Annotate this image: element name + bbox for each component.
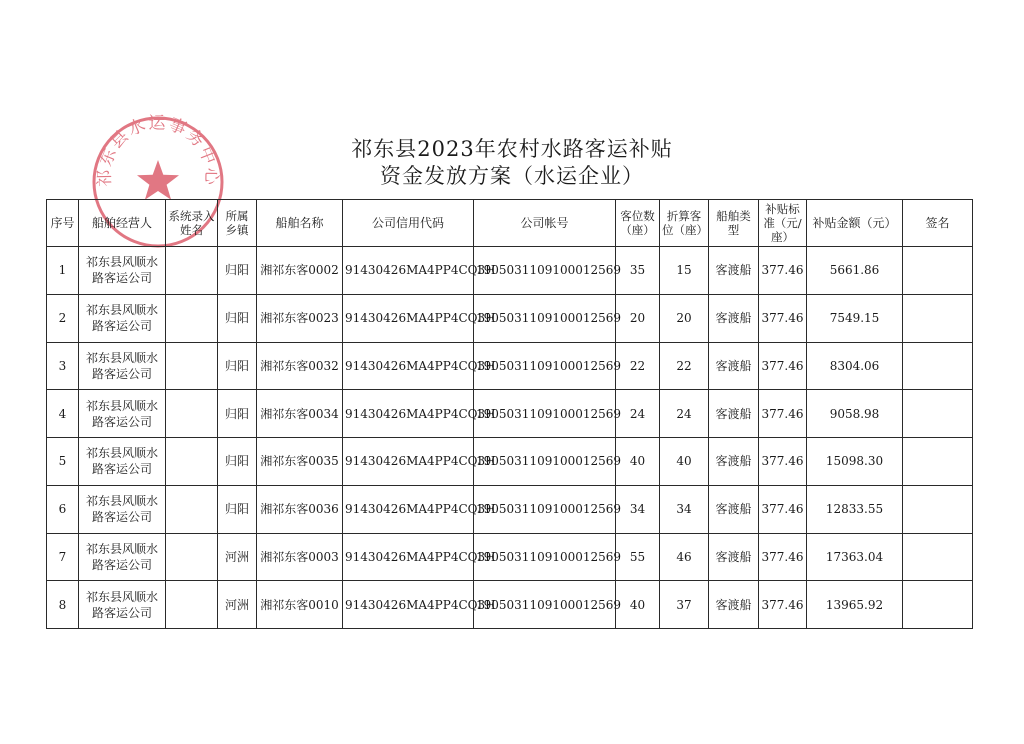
town-cell: 归阳: [218, 485, 257, 533]
system-name-cell: [166, 294, 218, 342]
equivalent-seats-cell: 37: [660, 581, 709, 629]
credit-code-cell: 91430426MA4PP4CQ3H: [343, 485, 474, 533]
ship-type-cell: 客渡船: [709, 247, 759, 295]
account-cell: 1905031109100012569: [474, 485, 616, 533]
table-body: [47, 247, 973, 629]
system-name-cell: [166, 342, 218, 390]
ship-name-cell: 湘祁东客0032: [257, 342, 343, 390]
row-number-cell: 1: [47, 247, 79, 295]
row-number-cell: 4: [47, 390, 79, 438]
operator-cell: 祁东县风顺水路客运公司: [79, 390, 166, 438]
subsidy-amount-cell: 12833.55: [807, 485, 903, 533]
subsidy-table: [46, 199, 973, 629]
header-cell: 客位数（座）: [616, 200, 660, 247]
credit-code-cell: 91430426MA4PP4CQ3H: [343, 390, 474, 438]
credit-code-cell: 91430426MA4PP4CQ3H: [343, 342, 474, 390]
operator-cell: 祁东县风顺水路客运公司: [79, 342, 166, 390]
account-cell: 1905031109100012569: [474, 247, 616, 295]
signature-cell: [903, 581, 973, 629]
subsidy-amount-cell: 13965.92: [807, 581, 903, 629]
seats-cell: 40: [616, 438, 660, 486]
operator-cell: 祁东县风顺水路客运公司: [79, 438, 166, 486]
ship-name-cell: 湘祁东客0010: [257, 581, 343, 629]
ship-name-cell: 湘祁东客0036: [257, 485, 343, 533]
subsidy-rate-cell: 377.46: [759, 342, 807, 390]
account-cell: 1905031109100012569: [474, 342, 616, 390]
signature-cell: [903, 438, 973, 486]
header-cell: 补贴金额（元）: [807, 200, 903, 247]
operator-cell: 祁东县风顺水路客运公司: [79, 533, 166, 581]
table-row: [47, 342, 973, 390]
account-cell: 1905031109100012569: [474, 533, 616, 581]
signature-cell: [903, 247, 973, 295]
table-row: [47, 581, 973, 629]
table-header-row: [47, 200, 973, 247]
ship-name-cell: 湘祁东客0035: [257, 438, 343, 486]
header-cell: 序号: [47, 200, 79, 247]
town-cell: 归阳: [218, 247, 257, 295]
ship-type-cell: 客渡船: [709, 390, 759, 438]
header-cell: 公司帐号: [474, 200, 616, 247]
operator-cell: 祁东县风顺水路客运公司: [79, 485, 166, 533]
operator-cell: 祁东县风顺水路客运公司: [79, 581, 166, 629]
signature-cell: [903, 294, 973, 342]
town-cell: 归阳: [218, 294, 257, 342]
equivalent-seats-cell: 15: [660, 247, 709, 295]
account-cell: 1905031109100012569: [474, 294, 616, 342]
equivalent-seats-cell: 20: [660, 294, 709, 342]
system-name-cell: [166, 533, 218, 581]
ship-name-cell: 湘祁东客0023: [257, 294, 343, 342]
equivalent-seats-cell: 46: [660, 533, 709, 581]
system-name-cell: [166, 485, 218, 533]
header-cell: 折算客位（座）: [660, 200, 709, 247]
credit-code-cell: 91430426MA4PP4CQ3H: [343, 294, 474, 342]
account-cell: 1905031109100012569: [474, 390, 616, 438]
seats-cell: 34: [616, 485, 660, 533]
header-cell: 船舶类型: [709, 200, 759, 247]
subsidy-rate-cell: 377.46: [759, 533, 807, 581]
ship-type-cell: 客渡船: [709, 438, 759, 486]
credit-code-cell: 91430426MA4PP4CQ3H: [343, 533, 474, 581]
subsidy-rate-cell: 377.46: [759, 247, 807, 295]
town-cell: 河洲: [218, 533, 257, 581]
header-cell: 签名: [903, 200, 973, 247]
subsidy-amount-cell: 7549.15: [807, 294, 903, 342]
system-name-cell: [166, 390, 218, 438]
town-cell: 归阳: [218, 438, 257, 486]
signature-cell: [903, 390, 973, 438]
header-cell: 船舶名称: [257, 200, 343, 247]
row-number-cell: 2: [47, 294, 79, 342]
table-row: [47, 294, 973, 342]
ship-name-cell: 湘祁东客0003: [257, 533, 343, 581]
table-row: [47, 247, 973, 295]
operator-cell: 祁东县风顺水路客运公司: [79, 247, 166, 295]
header-cell: 所属乡镇: [218, 200, 257, 247]
system-name-cell: [166, 247, 218, 295]
town-cell: 归阳: [218, 390, 257, 438]
equivalent-seats-cell: 22: [660, 342, 709, 390]
ship-type-cell: 客渡船: [709, 342, 759, 390]
account-cell: 1905031109100012569: [474, 581, 616, 629]
header-cell: 补贴标准（元/座）: [759, 200, 807, 247]
document-title-line1: 祁东县2023年农村水路客运补贴: [351, 137, 673, 161]
equivalent-seats-cell: 24: [660, 390, 709, 438]
signature-cell: [903, 485, 973, 533]
table-row: [47, 533, 973, 581]
seal-text: 祁东县水运事务中心: [94, 113, 222, 187]
header-cell: 系统录入姓名: [166, 200, 218, 247]
ship-type-cell: 客渡船: [709, 485, 759, 533]
header-cell: 船舶经营人: [79, 200, 166, 247]
seats-cell: 24: [616, 390, 660, 438]
seats-cell: 55: [616, 533, 660, 581]
signature-cell: [903, 342, 973, 390]
ship-type-cell: 客渡船: [709, 581, 759, 629]
credit-code-cell: 91430426MA4PP4CQ3H: [343, 247, 474, 295]
subsidy-amount-cell: 17363.04: [807, 533, 903, 581]
seats-cell: 20: [616, 294, 660, 342]
table-row: [47, 485, 973, 533]
subsidy-amount-cell: 15098.30: [807, 438, 903, 486]
subsidy-rate-cell: 377.46: [759, 485, 807, 533]
signature-cell: [903, 533, 973, 581]
table-row: [47, 438, 973, 486]
ship-name-cell: 湘祁东客0002: [257, 247, 343, 295]
town-cell: 归阳: [218, 342, 257, 390]
account-cell: 1905031109100012569: [474, 438, 616, 486]
seats-cell: 22: [616, 342, 660, 390]
ship-type-cell: 客渡船: [709, 533, 759, 581]
town-cell: 河洲: [218, 581, 257, 629]
ship-name-cell: 湘祁东客0034: [257, 390, 343, 438]
subsidy-rate-cell: 377.46: [759, 581, 807, 629]
document-title-line2: 资金发放方案（水运企业）: [380, 164, 644, 188]
header-cell: 公司信用代码: [343, 200, 474, 247]
seats-cell: 35: [616, 247, 660, 295]
subsidy-amount-cell: 9058.98: [807, 390, 903, 438]
subsidy-amount-cell: 5661.86: [807, 247, 903, 295]
system-name-cell: [166, 438, 218, 486]
row-number-cell: 5: [47, 438, 79, 486]
credit-code-cell: 91430426MA4PP4CQ3H: [343, 438, 474, 486]
equivalent-seats-cell: 40: [660, 438, 709, 486]
seats-cell: 40: [616, 581, 660, 629]
subsidy-rate-cell: 377.46: [759, 438, 807, 486]
equivalent-seats-cell: 34: [660, 485, 709, 533]
row-number-cell: 6: [47, 485, 79, 533]
operator-cell: 祁东县风顺水路客运公司: [79, 294, 166, 342]
credit-code-cell: 91430426MA4PP4CQ3H: [343, 581, 474, 629]
subsidy-rate-cell: 377.46: [759, 390, 807, 438]
subsidy-rate-cell: 377.46: [759, 294, 807, 342]
system-name-cell: [166, 581, 218, 629]
ship-type-cell: 客渡船: [709, 294, 759, 342]
row-number-cell: 7: [47, 533, 79, 581]
row-number-cell: 3: [47, 342, 79, 390]
table-row: [47, 390, 973, 438]
subsidy-amount-cell: 8304.06: [807, 342, 903, 390]
row-number-cell: 8: [47, 581, 79, 629]
